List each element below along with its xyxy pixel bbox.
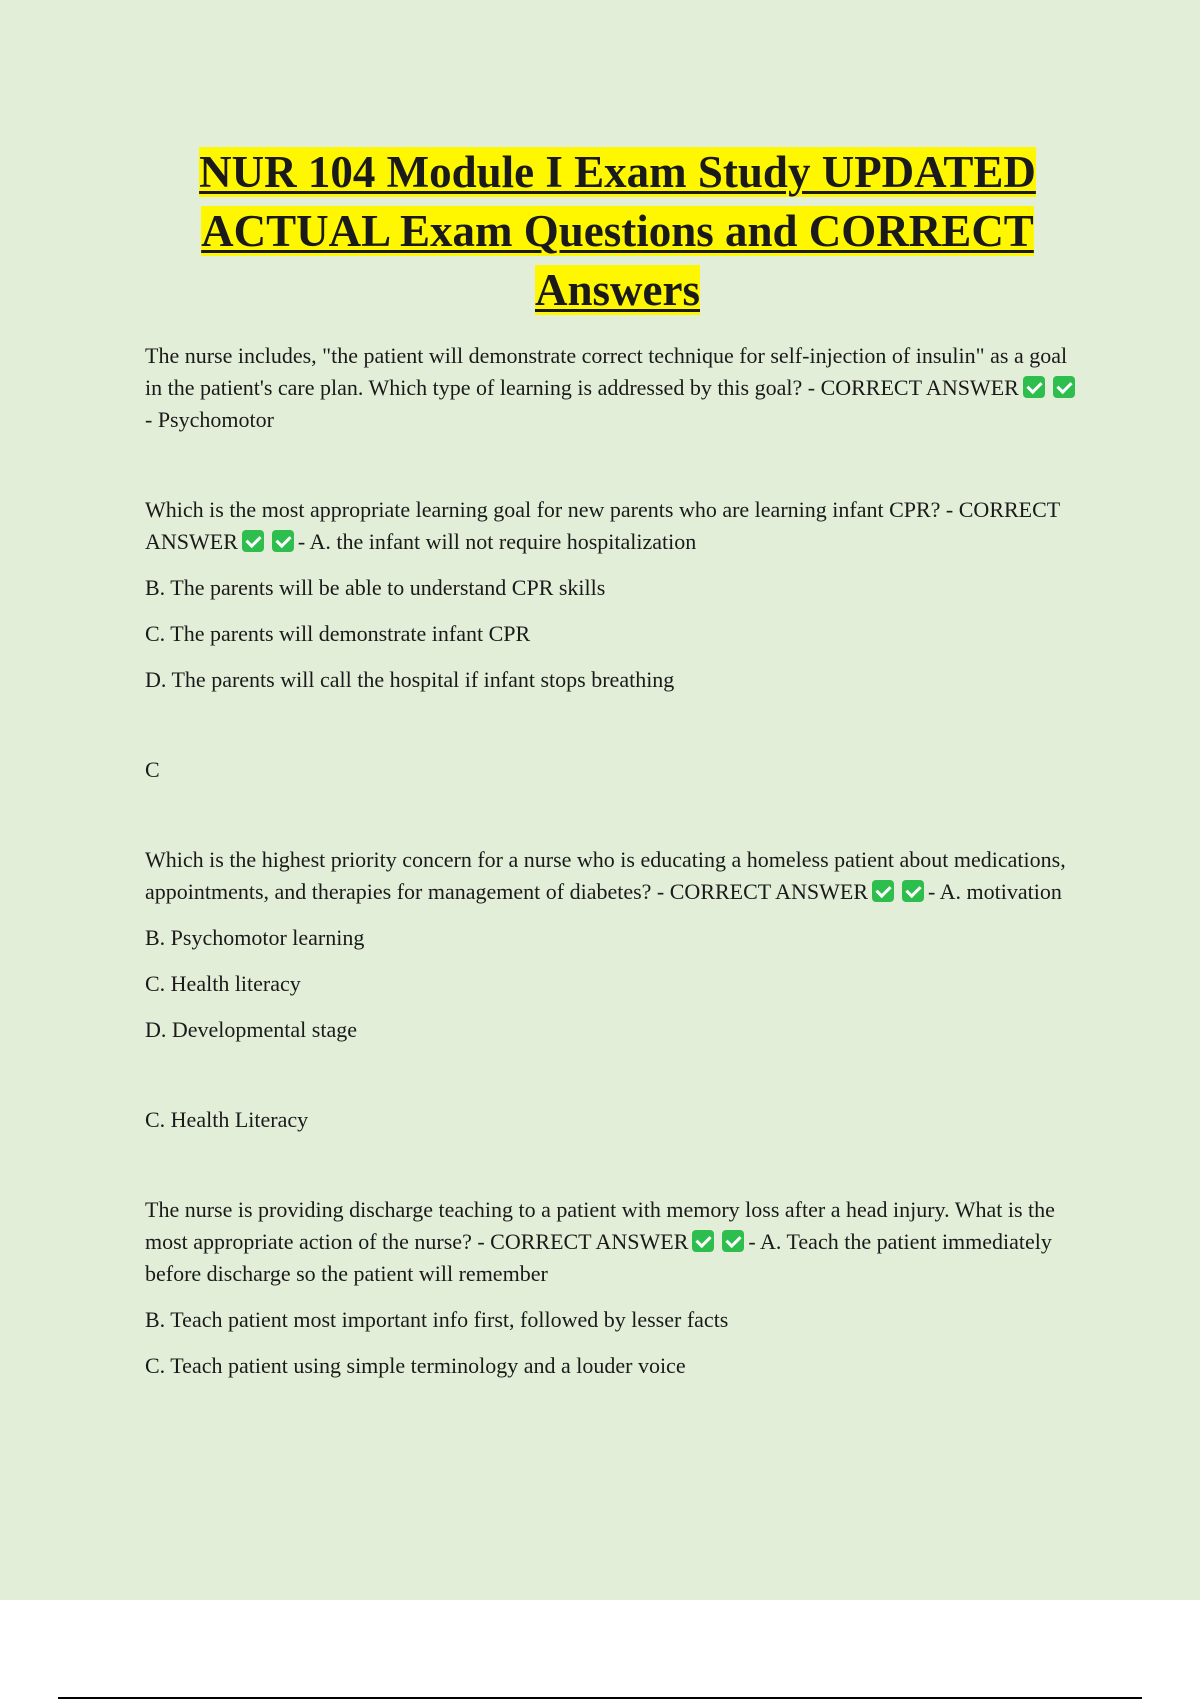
answer-option: D. The parents will call the hospital if infant stops breathing <box>145 667 675 692</box>
check-icon <box>902 880 924 902</box>
answer-note: C. Health Literacy <box>145 1107 309 1132</box>
document-title <box>140 143 1095 320</box>
check-icon <box>272 530 294 552</box>
check-icon <box>1023 376 1045 398</box>
check-icon <box>692 1230 714 1252</box>
check-icon <box>1053 376 1075 398</box>
question-text: Which is the most appropriate learning goal for new parents who are learning infant CPR? - CORRECT ANSWER <box>145 497 1060 554</box>
qa-item <box>145 844 1085 908</box>
answer-option: C. Teach patient using simple terminology and a louder voice <box>145 1353 686 1378</box>
document-body <box>145 340 1085 1396</box>
qa-item <box>145 494 1085 558</box>
answer-note: C <box>145 757 160 782</box>
qa-item <box>145 340 1085 436</box>
qa-item <box>145 1194 1085 1290</box>
answer-option: D. Developmental stage <box>145 1017 357 1042</box>
answer-option: B. The parents will be able to understand CPR skills <box>145 575 606 600</box>
question-text: The nurse is providing discharge teaching to a patient with memory loss after a head injury. What is the most appropriate action of the nurse? - CORRECT ANSWER <box>145 1197 1055 1254</box>
answer-option: B. Teach patient most important info first, followed by lesser facts <box>145 1307 729 1332</box>
footer-divider <box>58 1697 1142 1699</box>
question-text: The nurse includes, "the patient will demonstrate correct technique for self-injection of insulin" as a goal in the patient's care plan. Which type of learning is addressed by this goal? - CORRECT ANSWER <box>145 343 1068 400</box>
document-title-text: NUR 104 Module I Exam Study UPDATED ACTUAL Exam Questions and CORRECT Answers <box>199 147 1036 315</box>
check-icon <box>242 530 264 552</box>
check-icon <box>722 1230 744 1252</box>
answer-option: C. The parents will demonstrate infant CPR <box>145 621 531 646</box>
answer-text: - Psychomotor <box>145 407 274 432</box>
answer-text: - A. motivation <box>928 879 1062 904</box>
answer-text: - A. Teach the patient immediately before discharge so the patient will remember <box>145 1229 1052 1286</box>
answer-option: C. Health literacy <box>145 971 301 996</box>
check-icon <box>872 880 894 902</box>
question-text: Which is the highest priority concern for a nurse who is educating a homeless patient about medications, appointments, and therapies for management of diabetes? - CORRECT ANSWER <box>145 847 1066 904</box>
answer-text: - A. the infant will not require hospitalization <box>297 529 697 554</box>
answer-option: B. Psychomotor learning <box>145 925 365 950</box>
